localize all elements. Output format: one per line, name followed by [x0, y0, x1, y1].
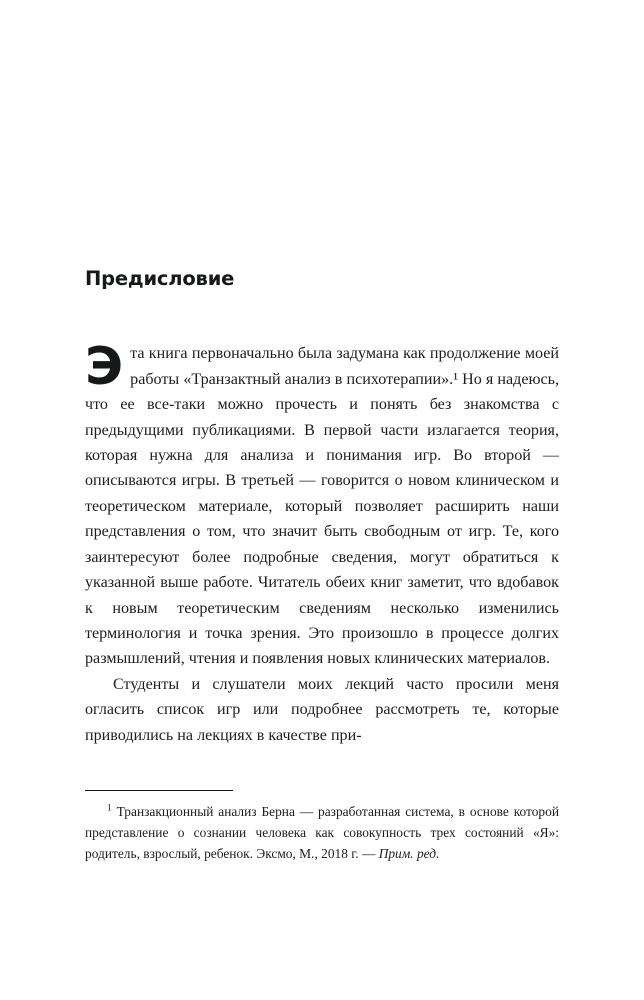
footnote-marker: 1 — [107, 803, 112, 814]
page-title: Предисловие — [85, 267, 235, 290]
footnote-attribution: Прим. ред. — [378, 846, 440, 861]
footnote-body: Транзакционный анализ Берна — разработанная система, в основе которой представление о сознании человека как совокупность трех состояний «Я»: родитель, взрослый, ребенок. Эксмо, М., 2018 г. — — [85, 804, 559, 861]
footnote-divider — [85, 790, 233, 791]
paragraph-second: Студенты и слушатели моих лекций часто просили меня огласить список игр или подробнее рассмотреть те, которые приводились на лекциях в качестве при- — [85, 675, 559, 744]
footnote-block — [85, 801, 559, 864]
body-text-block — [85, 337, 559, 748]
page-content — [85, 268, 559, 748]
paragraph-first-text: та книга первоначально была задумана как продолжение моей работы «Транзактный анализ в психотерапии».¹ Но я надеюсь, что ее все-таки можно прочесть и понять без знакомства с предыдущими публикациями. В первой части излагается теория, которая нужна для анализа и понимания игр. Во второй — описываются игры. В третьей — говорится о новом клиническом и теоретическом материале, который позволяет расширить наши представления о том, что значит быть свободным от игр. Те, кого заинтересуют более подробные сведения, могут обратиться к указанной выше работе. Читатель обеих книг заметит, что вдобавок к новым теоретическим сведениям несколько изменились терминология и точка зрения. Это произошло в процессе долгих размышлений, чтения и появления новых клинических материалов. — [85, 345, 559, 668]
footnote-text — [85, 801, 559, 864]
paragraph-first — [85, 337, 559, 671]
drop-cap-letter: Э — [85, 337, 124, 398]
